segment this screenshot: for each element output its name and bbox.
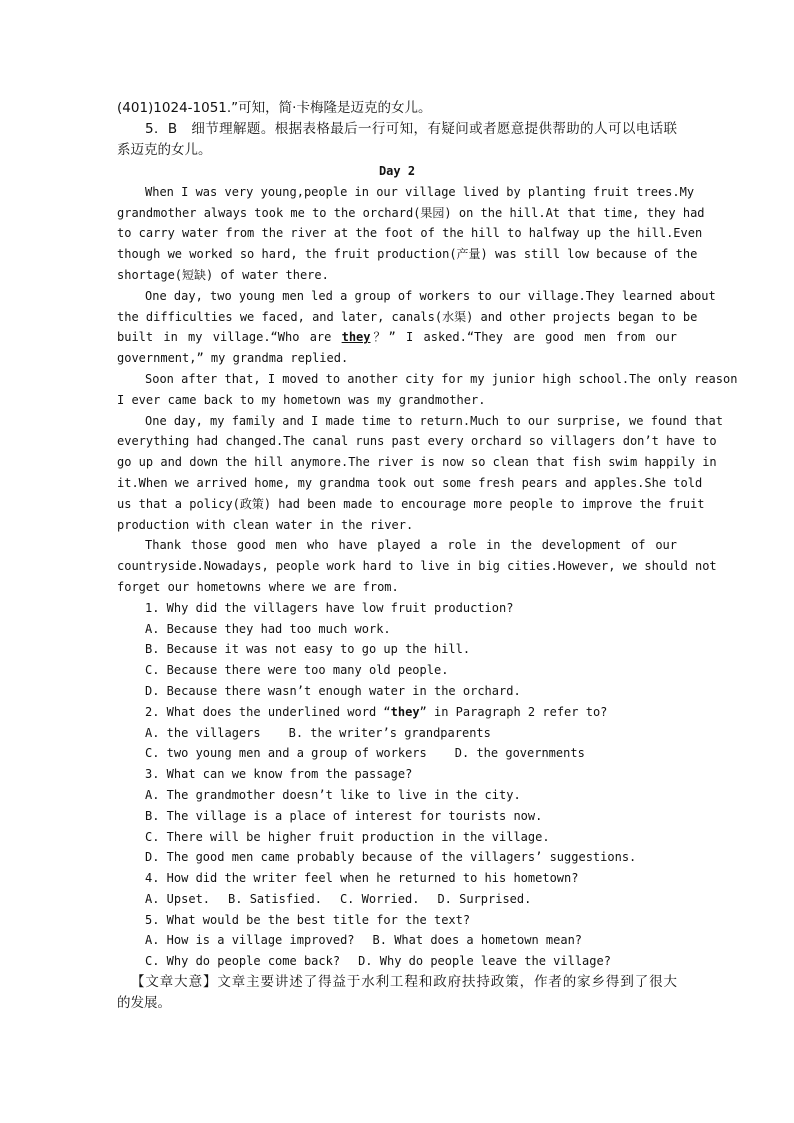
paragraph-line: Soon after that, I moved to another city for my junior high school.The only reason xyxy=(145,371,738,386)
option-d: D. the governments xyxy=(454,746,585,761)
options-row xyxy=(117,889,677,910)
option-c: C. Because there were too many old people. xyxy=(145,663,449,678)
paragraph-line: shortage(短缺) of water there. xyxy=(117,267,329,282)
question-stem xyxy=(117,702,677,723)
paragraph-line xyxy=(117,327,677,348)
paragraph-line: production with clean water in the river. xyxy=(117,517,414,532)
question-3 xyxy=(117,764,677,868)
prev-answer-q5-cont: 系迈克的女儿。 xyxy=(117,142,212,158)
text-segment: ？” I asked.“They are good men from our xyxy=(370,330,677,345)
paragraph-2 xyxy=(117,286,716,369)
options-row xyxy=(117,743,677,764)
option-d: D. Because there wasn’t enough water in the orchard. xyxy=(145,683,521,698)
summary-line: 的发展。 xyxy=(117,995,171,1012)
paragraph-4 xyxy=(117,411,723,536)
option-c: C. Worried. xyxy=(339,891,420,906)
option-c: C. two young men and a group of workers xyxy=(145,746,427,761)
paragraph-3 xyxy=(117,369,738,411)
quoted-word-they: they xyxy=(390,704,420,719)
text-segment: ” in Paragraph 2 refer to? xyxy=(419,704,608,719)
options-row xyxy=(117,930,677,951)
question-2 xyxy=(117,702,677,764)
paragraph-line: forget our hometowns where we are from. xyxy=(117,579,399,594)
day-title: Day 2 xyxy=(378,164,416,178)
paragraph-line: the difficulties we faced, and later, canals(水渠) and other projects began to be xyxy=(117,309,698,324)
options-row xyxy=(117,951,677,972)
option-b: B. the writer’s grandparents xyxy=(288,725,491,740)
paragraph-1 xyxy=(117,182,705,286)
paragraph-line: One day, my family and I made time to return.Much to our surprise, we found that xyxy=(145,413,723,428)
option-c: C. Why do people come back? xyxy=(145,954,341,969)
paragraph-line: Thank those good men who have played a role in the development of our xyxy=(145,538,677,553)
question-stem: 3. What can we know from the passage? xyxy=(145,767,413,782)
option-a: A. The grandmother doesn’t like to live in the city. xyxy=(145,787,521,802)
question-5 xyxy=(117,910,677,972)
document-content xyxy=(117,98,738,1014)
paragraph-line: countryside.Nowadays, people work hard to live in big cities.However, we should not xyxy=(117,559,717,574)
underlined-word-they: they xyxy=(341,330,371,345)
option-d: D. Why do people leave the village? xyxy=(358,954,611,969)
summary-line: 【文章大意】文章主要讲述了得益于水利工程和政府扶持政策，作者的家乡得到了很大 xyxy=(131,974,677,991)
question-1 xyxy=(117,598,677,702)
option-a: A. the villagers xyxy=(145,725,261,740)
option-a: A. How is a village improved? xyxy=(145,933,355,948)
paragraph-5 xyxy=(117,535,717,597)
prev-answer-q5: 5．B 细节理解题。根据表格最后一行可知，有疑问或者愿意提供帮助的人可以电话联 xyxy=(145,121,677,137)
paragraph-line: grandmother always took me to the orchard(果园) on the hill.At that time, they had xyxy=(117,205,705,220)
option-a: A. Because they had too much work. xyxy=(145,621,391,636)
question-4 xyxy=(117,868,677,910)
option-d: D. Surprised. xyxy=(437,891,532,906)
paragraph-line: it.When we arrived home, my grandma took out some fresh pears and apples.She told xyxy=(117,475,703,490)
paragraph-line: us that a policy(政策) had been made to encourage more people to improve the fruit xyxy=(117,496,705,511)
paragraph-line: go up and down the hill anymore.The river is now so clean that fish swim happily in xyxy=(117,455,717,470)
paragraph-line: everything had changed.The canal runs past every orchard so villagers don’t have to xyxy=(117,434,717,449)
option-b: B. The village is a place of interest for tourists now. xyxy=(145,808,543,823)
paragraph-line: though we worked so hard, the fruit production(产量) was still low because of the xyxy=(117,247,698,262)
option-b: B. Because it was not easy to go up the hill. xyxy=(145,642,471,657)
paragraph-line: One day, two young men led a group of workers to our village.They learned about xyxy=(145,288,716,303)
paragraph-line: government,” my grandma replied. xyxy=(117,351,349,366)
question-stem: 4. How did the writer feel when he returned to his hometown? xyxy=(145,871,579,886)
paragraph-line: I ever came back to my hometown was my grandmother. xyxy=(117,392,486,407)
options-row xyxy=(117,723,677,744)
text-segment: 2. What does the underlined word “ xyxy=(145,704,391,719)
paragraph-line: to carry water from the river at the foot of the hill to halfway up the hill.Even xyxy=(117,226,703,241)
option-a: A. Upset. xyxy=(145,891,211,906)
question-stem: 5. What would be the best title for the text? xyxy=(145,912,471,927)
question-stem: 1. Why did the villagers have low fruit production? xyxy=(145,600,514,615)
option-b: B. What does a hometown mean? xyxy=(372,933,583,948)
prev-answer-line: (401)1024-1051.”可知，简·卡梅隆是迈克的女儿。 xyxy=(117,100,432,116)
text-segment: built in my village.“Who are xyxy=(117,330,342,345)
option-b: B. Satisfied. xyxy=(228,891,322,906)
option-c: C. There will be higher fruit production in the village. xyxy=(145,829,550,844)
paragraph-line: When I was very young,people in our village lived by planting fruit trees.My xyxy=(145,184,695,199)
option-d: D. The good men came probably because of the villagers’ suggestions. xyxy=(145,850,637,865)
